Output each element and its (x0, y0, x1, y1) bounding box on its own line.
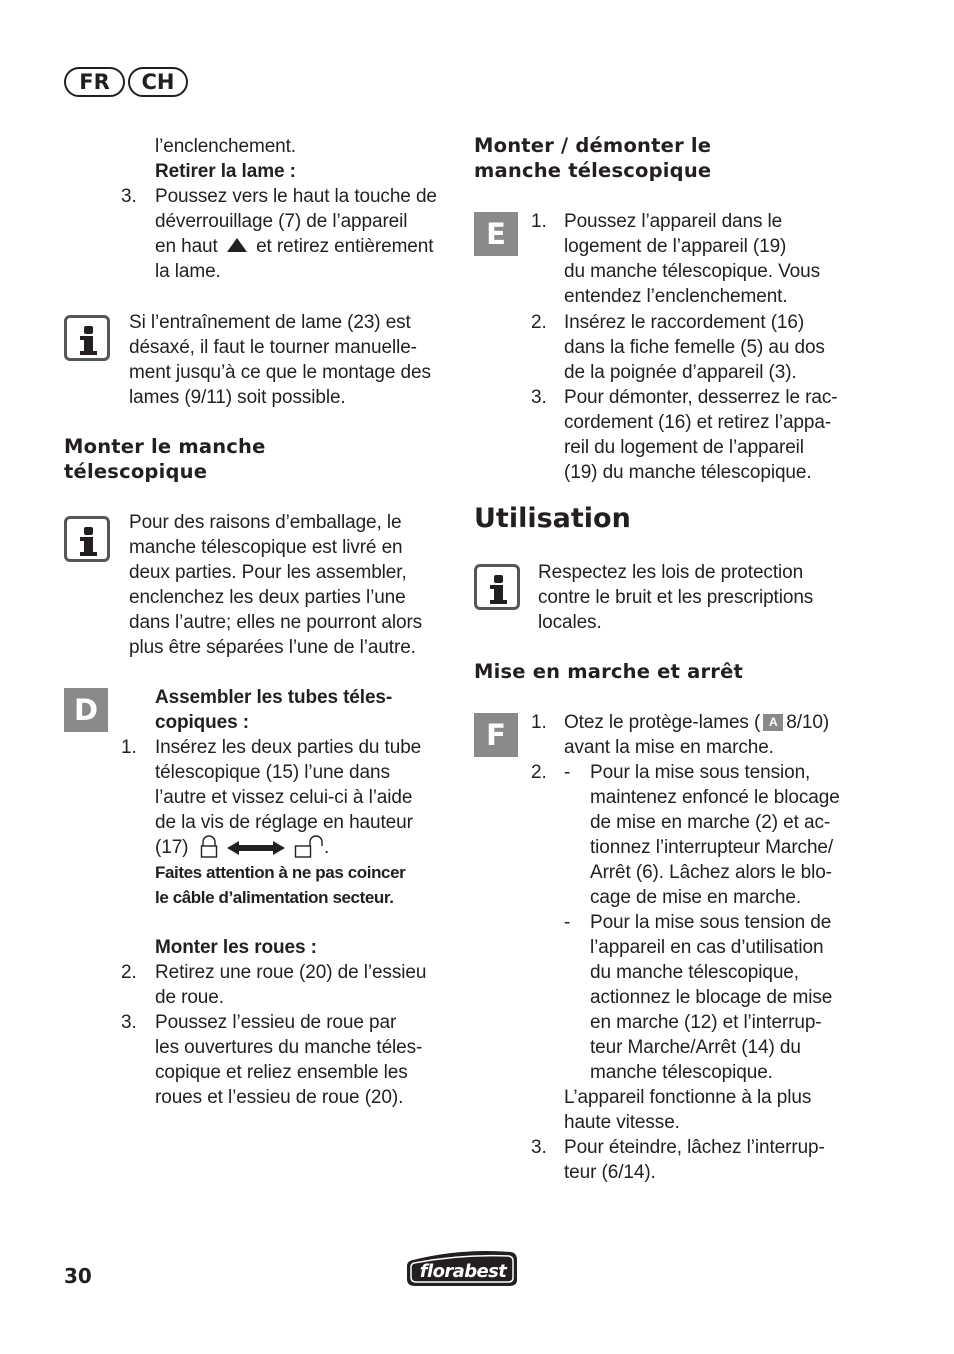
f2a-dash: - (564, 762, 571, 783)
f1-number: 1. (531, 712, 547, 733)
lock-open-icon (294, 835, 324, 859)
s1-number: 1. (121, 737, 137, 758)
e1-number: 1. (531, 211, 547, 232)
f3-text: Pour éteindre, lâchez l’interrup- teur (6/14). (564, 1137, 825, 1183)
f3-number: 3. (531, 1137, 547, 1158)
f2a-text: Pour la mise sous tension, maintenez enfoncé le blocage de mise en marche (2) et ac- tionnez l’interrupteur Marche/ Arrêt (6). Lâchez alors le blo- cage de mise en marche. (590, 762, 840, 908)
f2b-text: Pour la mise sous tension de l’appareil en cas d’utilisation du manche télescopique, actionnez le blocage de mise en marche (12) et l’interrup- teur Marche/Arrêt (14) du manche télescopique. (590, 912, 833, 1083)
brand-logo (405, 1246, 519, 1288)
e2-number: 2. (531, 312, 547, 333)
e2-text: Insérez le raccordement (16) dans la fiche femelle (5) au dos de la poignée d’appareil (3). (564, 312, 825, 383)
section-heading-monter-demonter: Monter / démonter le manche télescopique (474, 134, 712, 182)
s3-text: Poussez l’essieu de roue par les ouvertures du manche téles- copique et reliez ensemble les roues et l’essieu de roue (20). (155, 1012, 423, 1108)
step3-number: 3. (121, 186, 137, 207)
retirer-lame-title: Retirer la lame : (155, 161, 296, 182)
section-heading-manche: Monter le manche télescopique (64, 435, 266, 483)
f2b-dash: - (564, 912, 571, 933)
section-title-utilisation: Utilisation (474, 503, 631, 534)
double-arrow-icon (227, 840, 285, 856)
s2-number: 2. (121, 962, 137, 983)
assembler-title: Assembler les tubes téles- copiques : (155, 687, 393, 733)
roues-title: Monter les roues : (155, 937, 317, 958)
e3-number: 3. (531, 387, 547, 408)
figure-ref-badge-f: F (474, 713, 518, 757)
lock-closed-icon (200, 835, 218, 859)
figure-ref-chip-a: A (763, 714, 783, 731)
s2-text: Retirez une roue (20) de l’essieu de roue. (155, 962, 427, 1008)
info-icon (474, 564, 520, 610)
lang-badge-fr: FR (64, 67, 125, 97)
s1-text: Insérez les deux parties du tube télescopique (15) l’une dans l’autre et vissez celui-ci à l’aide de la vis de réglage en hauteur (17) . (155, 737, 422, 858)
section-heading-mise-en-marche: Mise en marche et arrêt (474, 660, 744, 683)
step3-text: Poussez vers le haut la touche de déverrouillage (7) de l’appareil en haut et retirez entièrement la lame. (155, 186, 437, 282)
s3-number: 3. (121, 1012, 137, 1033)
paragraph-continuation: l’enclenchement. (155, 136, 296, 157)
e1-text: Poussez l’appareil dans le logement de l’appareil (19) du manche télescopique. Vous entendez l’enclenchement. (564, 211, 820, 307)
info-note-noise: Respectez les lois de protection contre le bruit et les prescriptions locales. (538, 562, 814, 633)
f2c-text: L’appareil fonctionne à la plus haute vitesse. (564, 1087, 812, 1133)
info-note-blade: Si l’entraînement de lame (23) est désaxé, il faut le tourner manuelle- ment jusqu’à ce que le montage des lames (9/11) soit possible. (129, 312, 431, 408)
figure-ref-badge-d: D (64, 688, 108, 732)
warning-cable: Faites attention à ne pas coincer le câble d’alimentation secteur. (155, 863, 406, 907)
arrow-up-icon (226, 237, 248, 253)
figure-ref-badge-e: E (474, 212, 518, 256)
f2-number: 2. (531, 762, 547, 783)
brand-logo-text: florabest (419, 1261, 507, 1282)
info-icon (64, 516, 110, 562)
info-note-packaging: Pour des raisons d’emballage, le manche télescopique est livré en deux parties. Pour les assembler, enclenchez les deux parties l’une dans l’autre; elles ne pourront alors plus être séparées l’une de l’autre. (129, 512, 423, 658)
e3-text: Pour démonter, desserrez le rac- cordement (16) et retirez l’appa- reil du logement de l’appareil (19) du manche télescopique. (564, 387, 838, 483)
page-number: 30 (64, 1264, 92, 1288)
lang-badge-ch: CH (128, 67, 188, 97)
f1-text: Otez le protège-lames ( A 8/10) avant la mise en marche. (564, 712, 830, 758)
info-icon (64, 315, 110, 361)
